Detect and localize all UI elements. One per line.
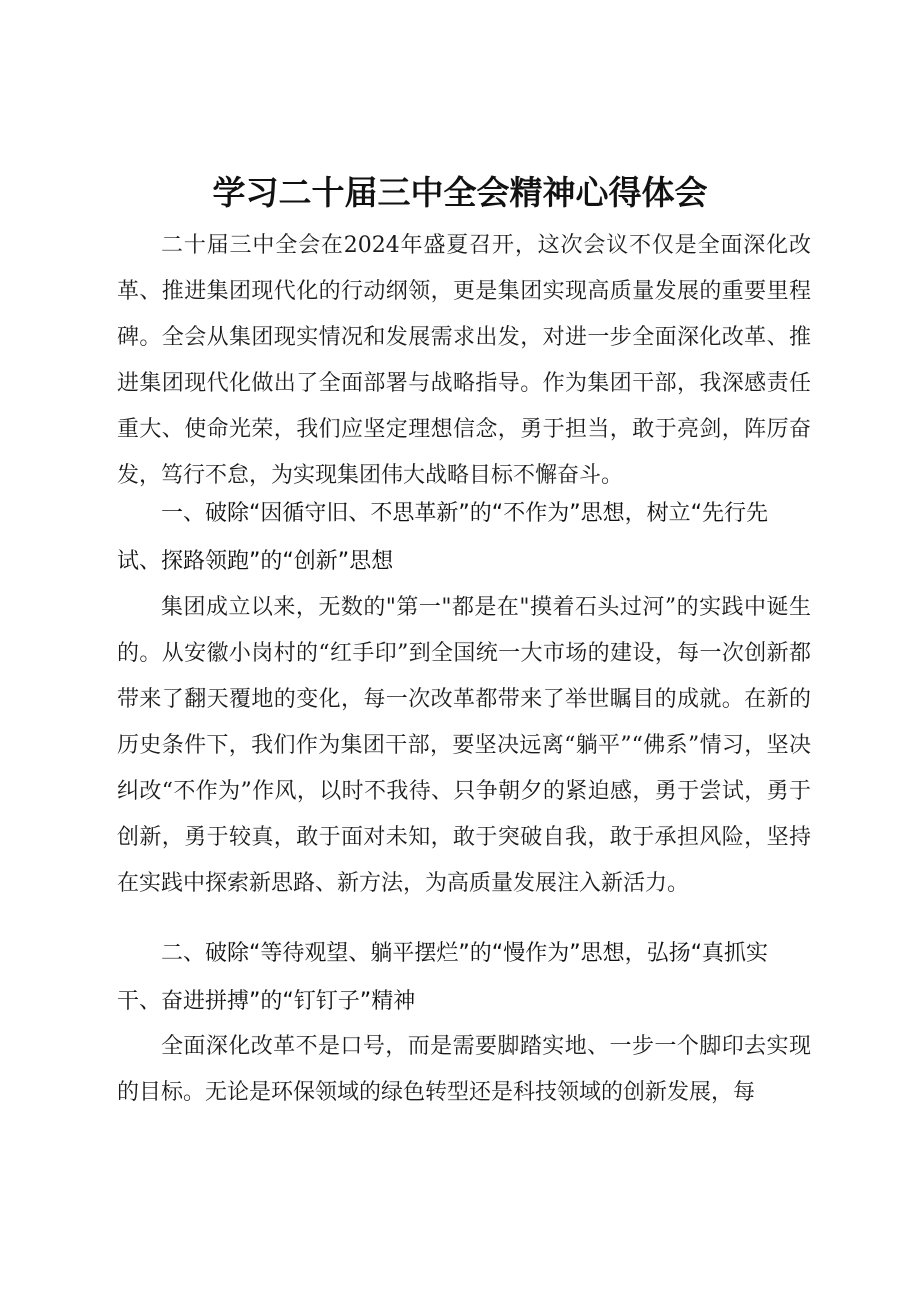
section-2-body: 全面深化改革不是口号，而是需要脚踏实地、一步一个脚印去实现的目标。无论是环保领域的绿色转型还是科技领域的创新发展，每 (117, 1034, 811, 1105)
section-1-body: 集团成立以来，无数的"第一"都是在"摸着石头过河”的实践中诞生的。从安徽小岗村的“红手印”到全国统一大市场的建设，每一次创新都带来了翻天覆地的变化，每一次改革都带来了举世瞩目的成就。在新的历史条件下，我们作为集团干部，要坚决远离“躺平”“佛系”情习，坚决纠改“不作为”作风，以时不我待、只争朝夕的紧迫感，勇于尝试，勇于创新，勇于较真，敢于面对未知，敢于突破自我，敢于承担风险，坚持在实践中探索新思路、新方法，为高质量发展注入新活力。 (117, 595, 811, 896)
section-2-heading: 二、破除“等待观望、躺平摆烂”的“慢作为”思想，弘扬“真抓实干、奋进拼搏”的“钉钉子”精神 (117, 941, 768, 1014)
section-1-heading: 一、破除“因循守旧、不思革新”的“不作为”思想，树立“先行先试、探路领跑”的“创新”思想 (117, 501, 768, 574)
document-title: 学习二十届三中全会精神心得体会 (212, 173, 708, 212)
intro-paragraph: 二十届三中全会在2024年盛夏召开，这次会议不仅是全面深化改革、推进集团现代化的行动纲领，更是集团实现高质量发展的重要里程碑。全会从集团现实情况和发展需求出发，对进一步全面深化改革、推进集团现代化做出了全面部署与战略指导。作为集团干部，我深感责任重大、使命光荣，我们应坚定理想信念，勇于担当，敢于亮剑，阵厉奋发，笃行不怠，为实现集团伟大战略目标不懈奋斗。 (117, 233, 811, 488)
